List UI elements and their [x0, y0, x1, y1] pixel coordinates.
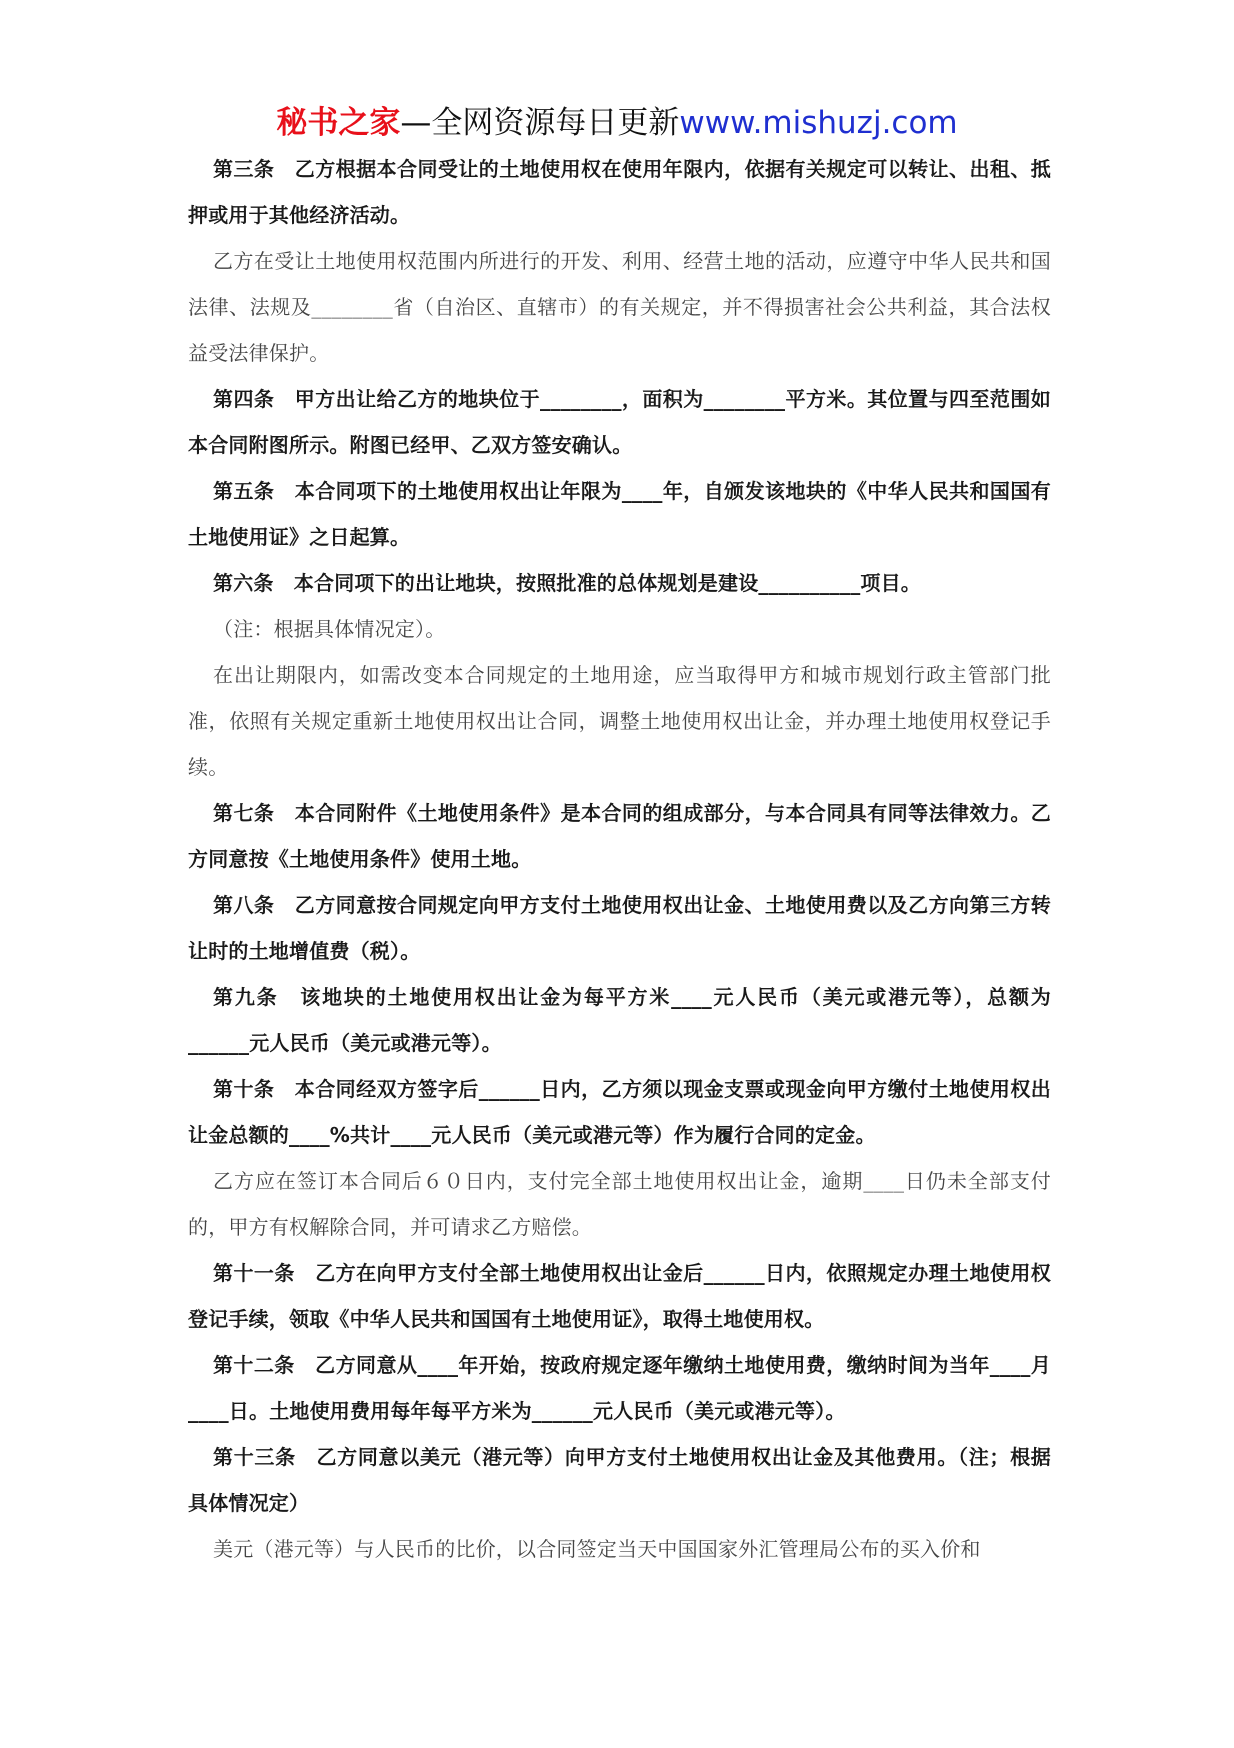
paragraph: 乙方应在签订本合同后６０日内，支付完全部土地使用权出让金，逾期____日仍未全部支付的，甲方有权解除合同，并可请求乙方赔偿。: [188, 1169, 1051, 1239]
paragraph: 第十条 本合同经双方签字后______日内，乙方须以现金支票或现金向甲方缴付土地使用权出让金总额的____%共计____元人民币（美元或港元等）作为履行合同的定金。: [188, 1077, 1051, 1147]
paragraph: 第八条 乙方同意按合同规定向甲方支付土地使用权出让金、土地使用费以及乙方向第三方转让时的土地增值费（税）。: [188, 893, 1051, 963]
paragraph: 第九条 该地块的土地使用权出让金为每平方米____元人民币（美元或港元等），总额为______元人民币（美元或港元等）。: [188, 985, 1051, 1055]
paragraph: （注：根据具体情况定）。: [213, 617, 446, 641]
paragraph: 第六条 本合同项下的出让地块，按照批准的总体规划是建设__________项目。: [213, 571, 921, 595]
paragraph: 第十三条 乙方同意以美元（港元等）向甲方支付土地使用权出让金及其他费用。（注；根据具体情况定）: [188, 1445, 1051, 1515]
paragraph: 美元（港元等）与人民币的比价，以合同签定当天中国国家外汇管理局公布的买入价和: [213, 1537, 981, 1561]
paragraph: 第四条 甲方出让给乙方的地块位于________，面积为________平方米。其位置与四至范围如本合同附图所示。附图已经甲、乙双方签安确认。: [188, 387, 1051, 457]
document-body: [188, 146, 1051, 1572]
paragraph: 第七条 本合同附件《土地使用条件》是本合同的组成部分，与本合同具有同等法律效力。乙方同意按《土地使用条件》使用土地。: [188, 801, 1051, 871]
header-slogan: —全网资源每日更新: [400, 105, 680, 141]
paragraph: 乙方在受让土地使用权范围内所进行的开发、利用、经营土地的活动，应遵守中华人民共和国法律、法规及________省（自治区、直辖市）的有关规定，并不得损害社会公共利益，其合法权益受法律保护。: [188, 249, 1051, 365]
paragraph: 第十二条 乙方同意从____年开始，按政府规定逐年缴纳土地使用费，缴纳时间为当年____月____日。土地使用费用每年每平方米为______元人民币（美元或港元等）。: [188, 1353, 1051, 1423]
paragraph: 第五条 本合同项下的土地使用权出让年限为____年，自颁发该地块的《中华人民共和国国有土地使用证》之日起算。: [188, 479, 1051, 549]
header-brand: 秘书之家: [276, 105, 401, 141]
paragraph: 第十一条 乙方在向甲方支付全部土地使用权出让金后______日内，依照规定办理土地使用权登记手续，领取《中华人民共和国国有土地使用证》，取得土地使用权。: [188, 1261, 1051, 1331]
header-url-link[interactable]: www.mishuzj.com: [679, 105, 958, 141]
paragraph: 第三条 乙方根据本合同受让的土地使用权在使用年限内，依据有关规定可以转让、出租、抵押或用于其他经济活动。: [188, 157, 1051, 227]
paragraph: 在出让期限内，如需改变本合同规定的土地用途，应当取得甲方和城市规划行政主管部门批准，依照有关规定重新土地使用权出让合同，调整土地使用权出让金，并办理土地使用权登记手续。: [188, 663, 1051, 779]
page-header: [0, 103, 1234, 143]
